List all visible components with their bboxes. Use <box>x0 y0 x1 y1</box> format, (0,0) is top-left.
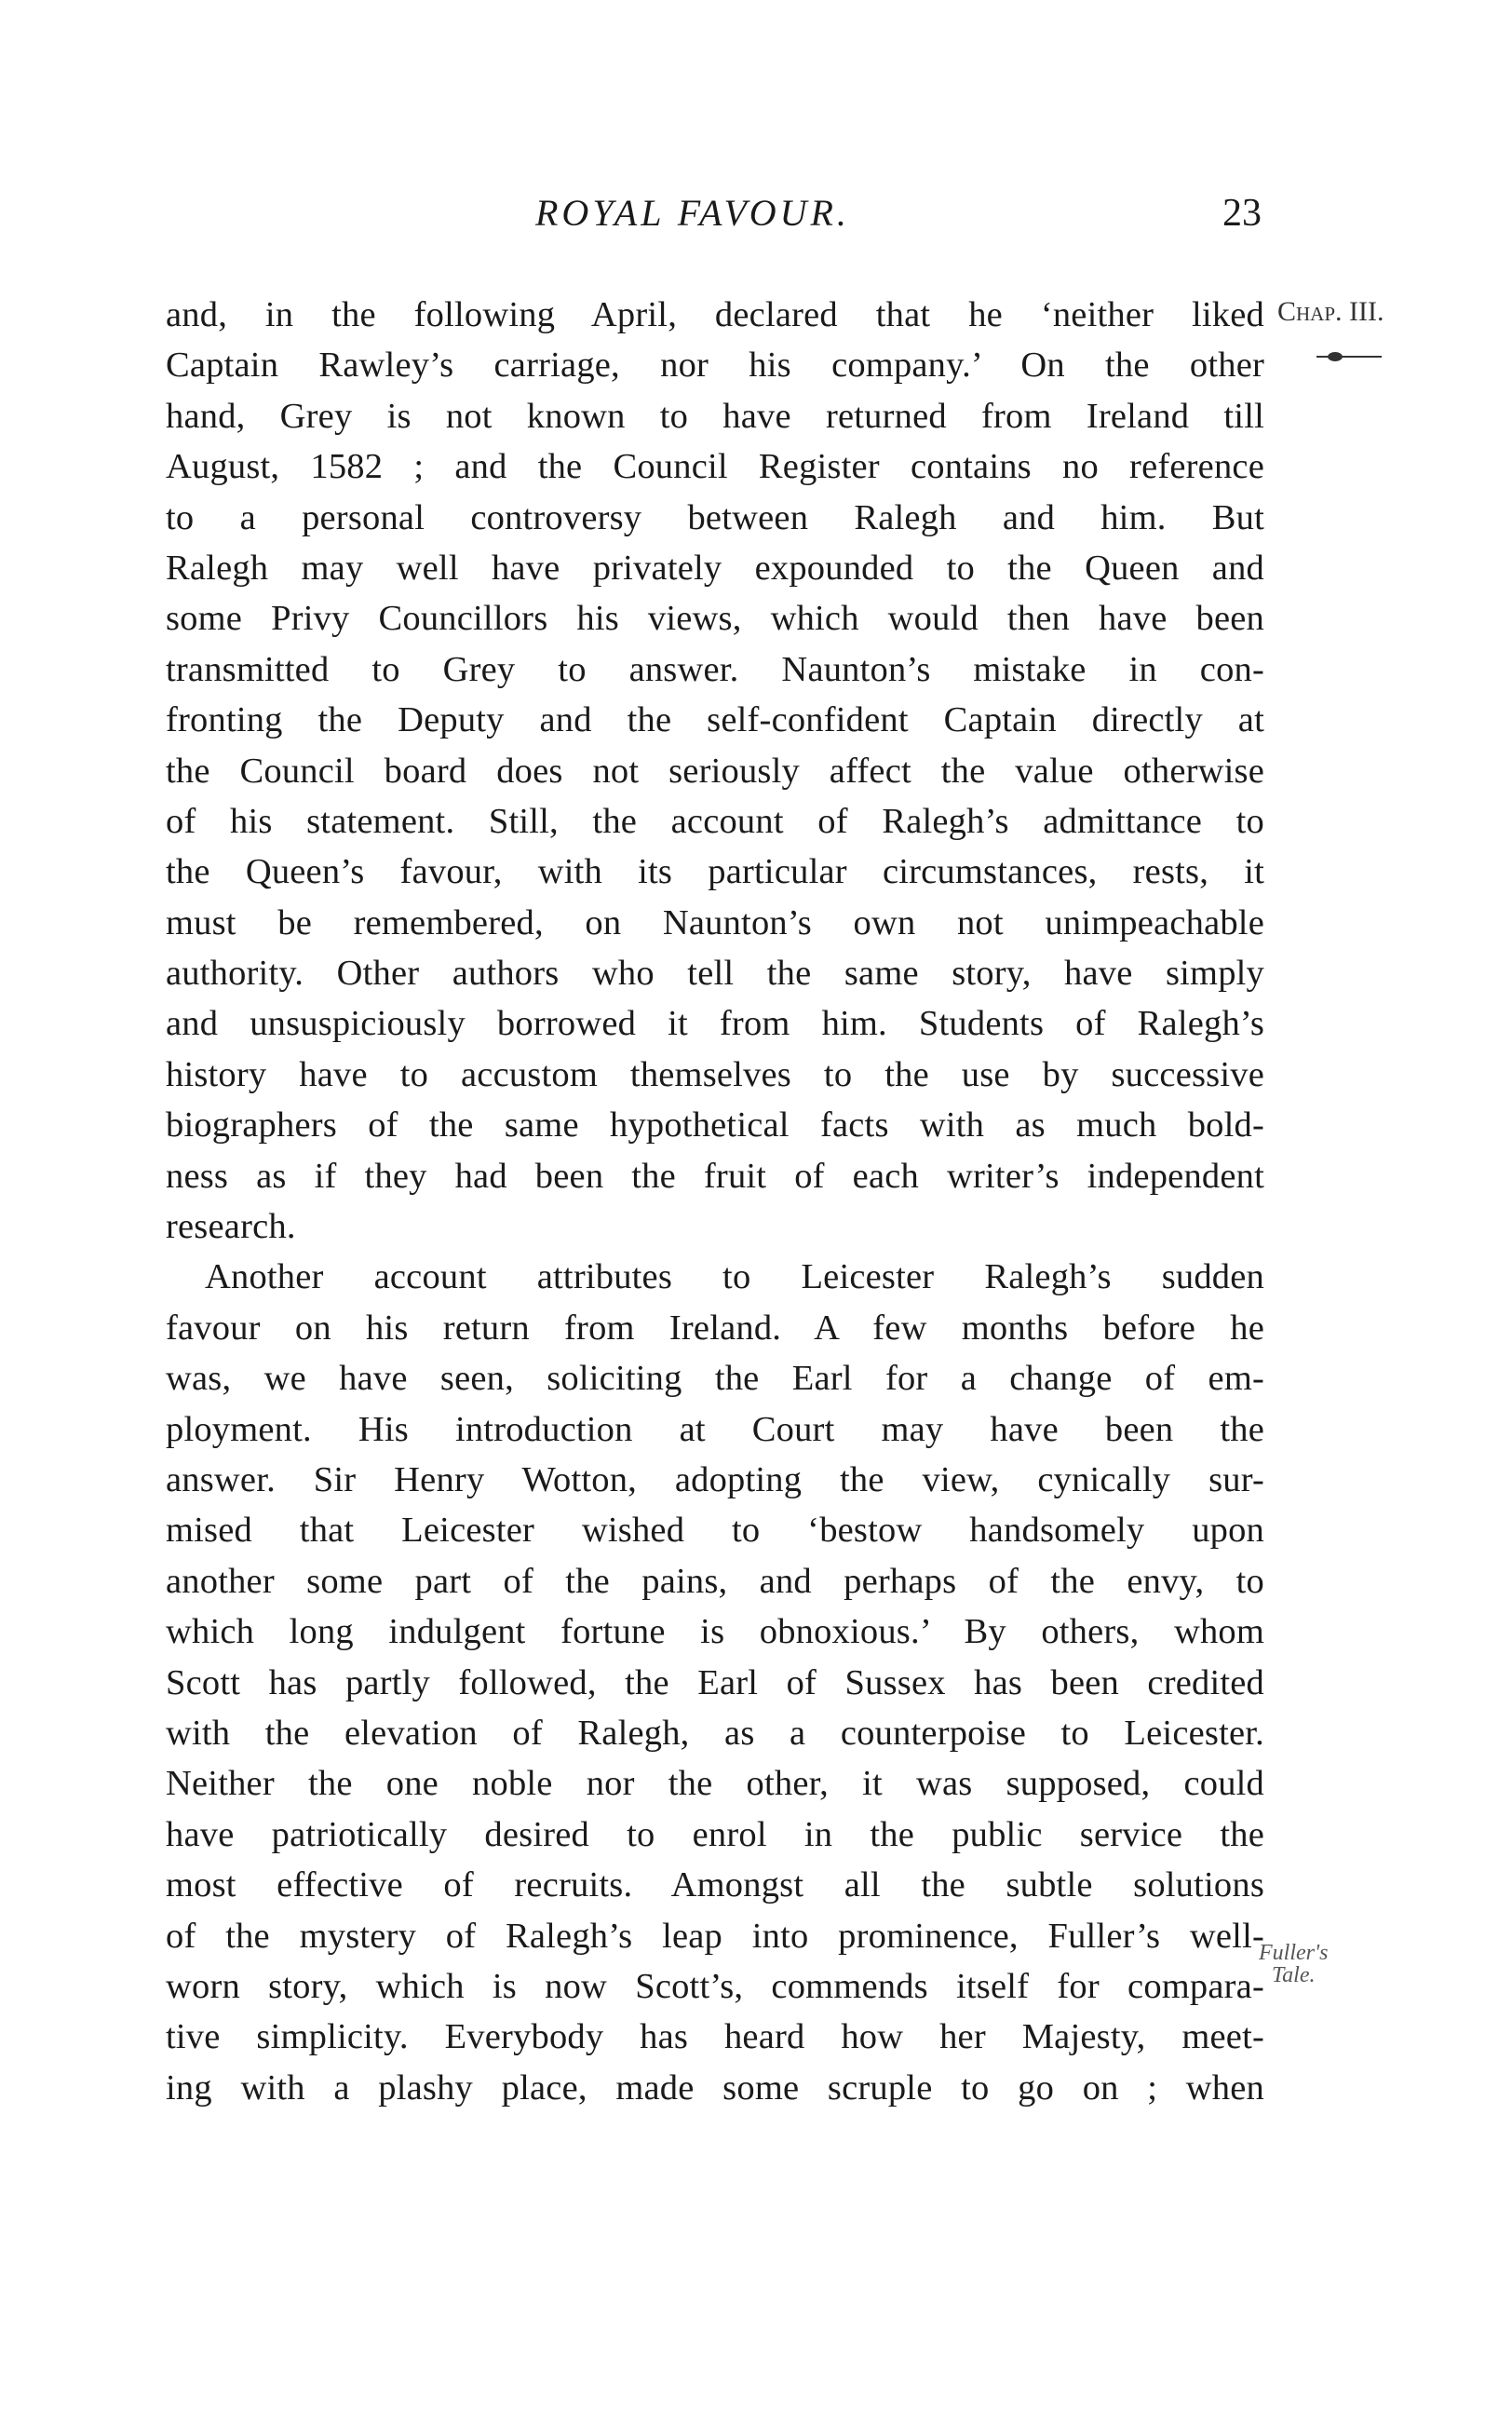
text-line: and, in the following April, declared that he ‘neither liked <box>166 295 1264 334</box>
text-line: ness as if they had been the fruit of each writer’s independent <box>166 1156 1264 1196</box>
text-line: another some part of the pains, and perhaps of the envy, to <box>166 1561 1264 1601</box>
running-title: ROYAL FAVOUR. <box>535 192 850 234</box>
text-line: must be remembered, on Naunton’s own not unimpeachable <box>166 902 1264 942</box>
text-line: Another account attributes to Leicester Ralegh’s sudden <box>205 1257 1264 1297</box>
text-line: tive simplicity. Everybody has heard how her Majesty, meet- <box>166 2017 1264 2057</box>
text-line: with the elevation of Ralegh, as a counterpoise to Leicester. <box>166 1713 1264 1753</box>
page-header <box>0 191 1512 247</box>
text-line: which long indulgent fortune is obnoxious.’ By others, whom <box>166 1612 1264 1652</box>
text-line: of the mystery of Ralegh’s leap into prominence, Fuller’s well- <box>166 1916 1264 1956</box>
text-line: hand, Grey is not known to have returned from Ireland till <box>166 396 1264 436</box>
text-line: of his statement. Still, the account of Ralegh’s admittance to <box>166 801 1264 841</box>
text-line: Ralegh may well have privately expounded to the Queen and <box>166 548 1264 588</box>
text-line: Captain Rawley’s carriage, nor his company.’ On the other <box>166 346 1264 386</box>
page-number: 23 <box>1222 192 1262 235</box>
margin-note-line: Tale. <box>1272 1963 1316 1987</box>
text-line: most effective of recruits. Amongst all the subtle solutions <box>166 1865 1264 1905</box>
text-line: and unsuspiciously borrowed it from him. Students of Ralegh’s <box>166 1004 1264 1044</box>
text-line: history have to accustom themselves to the use by successive <box>166 1054 1264 1094</box>
text-line: biographers of the same hypothetical facts with as much bold- <box>166 1105 1264 1145</box>
text-line: transmitted to Grey to answer. Naunton’s mistake in con- <box>166 649 1264 689</box>
text-line: research. <box>166 1207 296 1247</box>
text-line: August, 1582 ; and the Council Register contains no reference <box>166 447 1264 487</box>
text-line: the Council board does not seriously affect the value otherwise <box>166 751 1264 791</box>
text-line: mised that Leicester wished to ‘bestow handsomely upon <box>166 1511 1264 1551</box>
margin-note-line: Fuller's <box>1259 1941 1329 1965</box>
text-line: answer. Sir Henry Wotton, adopting the view, cynically sur- <box>166 1459 1264 1499</box>
text-line: the Queen’s favour, with its particular circumstances, rests, it <box>166 852 1264 892</box>
text-line: authority. Other authors who tell the same story, have simply <box>166 954 1264 994</box>
text-line: to a personal controversy between Ralegh and him. But <box>166 497 1264 537</box>
body-text <box>166 290 1264 2113</box>
text-line: favour on his return from Ireland. A few months before he <box>166 1308 1264 1348</box>
text-line: some Privy Councillors his views, which would then have been <box>166 599 1264 639</box>
text-line: have patriotically desired to enrol in the public service the <box>166 1814 1264 1854</box>
text-line: Neither the one noble nor the other, it was supposed, could <box>166 1764 1264 1804</box>
margin-note-chapter: Chap. III. <box>1277 296 1384 327</box>
ornament-divider <box>1316 356 1382 358</box>
text-line: was, we have seen, soliciting the Earl for a change of em- <box>166 1359 1264 1399</box>
text-line: ing with a plashy place, made some scruple to go on ; when <box>166 2067 1264 2108</box>
text-line: ployment. His introduction at Court may have been the <box>166 1409 1264 1449</box>
text-line: fronting the Deputy and the self-confident Captain directly at <box>166 700 1264 740</box>
margin-note-fullers-tale <box>1259 1942 1328 1986</box>
text-line: worn story, which is now Scott’s, commends itself for compara- <box>166 1966 1264 2006</box>
text-line: Scott has partly followed, the Earl of Sussex has been credited <box>166 1662 1264 1702</box>
